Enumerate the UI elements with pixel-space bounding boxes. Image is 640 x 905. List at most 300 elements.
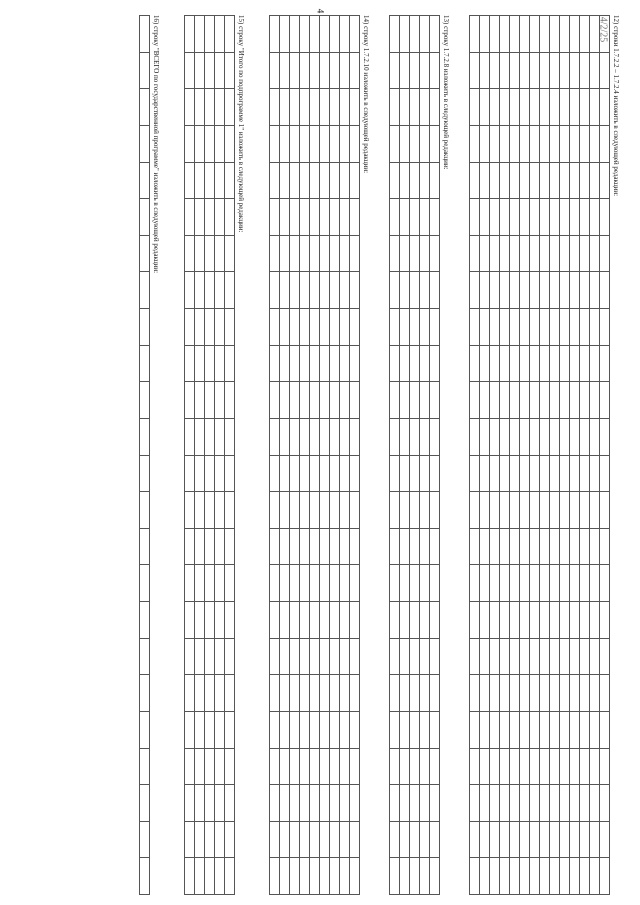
table-cell (320, 528, 330, 565)
table-cell (500, 162, 510, 199)
table-cell (280, 52, 290, 89)
table-cell (290, 492, 300, 529)
table-cell (420, 89, 430, 126)
table-cell (550, 565, 560, 602)
table-cell (480, 638, 490, 675)
table-cell (590, 345, 600, 382)
table-cell (410, 418, 420, 455)
table-cell (480, 309, 490, 346)
table-cell (195, 125, 205, 162)
table-cell (410, 16, 420, 53)
table-cell (400, 785, 410, 822)
table-cell (390, 675, 400, 712)
table-cell (400, 162, 410, 199)
table-cell (470, 528, 480, 565)
table-cell (350, 16, 360, 53)
table-cell (420, 382, 430, 419)
table-cell (290, 16, 300, 53)
table-cell (390, 638, 400, 675)
table-cell (490, 748, 500, 785)
table-cell (225, 89, 235, 126)
table-cell (185, 16, 195, 53)
table-cell (310, 52, 320, 89)
table-cell (430, 785, 440, 822)
table-cell (500, 821, 510, 858)
table-cell (470, 675, 480, 712)
table-cell (290, 748, 300, 785)
table-cell (490, 235, 500, 272)
table-cell (390, 528, 400, 565)
table-cell (530, 748, 540, 785)
table-cell (430, 418, 440, 455)
table-cell (330, 492, 340, 529)
table-cell (340, 565, 350, 602)
table-cell (540, 675, 550, 712)
table-cell (310, 272, 320, 309)
table-cell (140, 858, 150, 895)
table-cell (330, 418, 340, 455)
table-cell (340, 785, 350, 822)
table-cell (140, 382, 150, 419)
table-cell (490, 492, 500, 529)
table-cell (340, 492, 350, 529)
table-cell (330, 125, 340, 162)
table-cell (470, 418, 480, 455)
table-row (480, 16, 490, 895)
table-cell (225, 309, 235, 346)
table-cell (420, 602, 430, 639)
table-cell (215, 455, 225, 492)
table-cell (390, 748, 400, 785)
table-cell (390, 272, 400, 309)
table-cell (500, 89, 510, 126)
table-cell (590, 785, 600, 822)
table-row (300, 16, 310, 895)
table-cell (140, 602, 150, 639)
table-cell (270, 382, 280, 419)
table-cell (400, 748, 410, 785)
table-cell (310, 675, 320, 712)
table-cell (550, 345, 560, 382)
table-cell (225, 492, 235, 529)
table-cell (520, 858, 530, 895)
table-cell (420, 455, 430, 492)
table-cell (350, 52, 360, 89)
table-cell (470, 235, 480, 272)
table-cell (520, 711, 530, 748)
table-cell (290, 602, 300, 639)
table-cell (390, 602, 400, 639)
table-cell (310, 89, 320, 126)
table-cell (520, 199, 530, 236)
table-cell (205, 492, 215, 529)
table-cell (480, 89, 490, 126)
table-cell (340, 345, 350, 382)
table-row (570, 16, 580, 895)
table-cell (310, 162, 320, 199)
table-cell (320, 89, 330, 126)
table-cell (300, 272, 310, 309)
table-cell (410, 528, 420, 565)
table-cell (580, 52, 590, 89)
table-cell (540, 199, 550, 236)
table-cell (470, 565, 480, 602)
table-cell (185, 455, 195, 492)
table-cell (320, 16, 330, 53)
table-cell (470, 89, 480, 126)
table-cell (330, 272, 340, 309)
table-cell (430, 272, 440, 309)
table-cell (280, 492, 290, 529)
table-cell (420, 125, 430, 162)
table-cell (185, 89, 195, 126)
table-cell (280, 272, 290, 309)
table-cell (330, 711, 340, 748)
table-row (400, 16, 410, 895)
table-cell (280, 162, 290, 199)
table-cell (330, 382, 340, 419)
table-cell (550, 89, 560, 126)
table-cell (480, 711, 490, 748)
table-cell (390, 89, 400, 126)
table-cell (215, 711, 225, 748)
table-cell (140, 52, 150, 89)
table-cell (185, 528, 195, 565)
table-cell (340, 235, 350, 272)
table-cell (530, 821, 540, 858)
table-cell (195, 345, 205, 382)
table-cell (540, 565, 550, 602)
section-caption: 15) строку "Итого по подпрограмме 1" изложить в следующей редакции: (237, 15, 245, 233)
table-cell (570, 858, 580, 895)
table-cell (570, 125, 580, 162)
table-cell (480, 785, 490, 822)
table-cell (300, 711, 310, 748)
table-cell (430, 711, 440, 748)
table-cell (195, 711, 205, 748)
table-cell (560, 16, 570, 53)
table-cell (490, 565, 500, 602)
table-cell (500, 602, 510, 639)
table-cell (320, 638, 330, 675)
table-cell (205, 455, 215, 492)
table-cell (590, 125, 600, 162)
table-cell (215, 382, 225, 419)
table-cell (420, 309, 430, 346)
table-cell (330, 858, 340, 895)
table-cell (300, 492, 310, 529)
table-cell (225, 162, 235, 199)
table-cell (410, 382, 420, 419)
table-cell (580, 345, 590, 382)
section-table (184, 15, 235, 895)
table-cell (290, 162, 300, 199)
table-cell (590, 602, 600, 639)
table-cell (510, 821, 520, 858)
table-cell (290, 272, 300, 309)
table-cell (400, 309, 410, 346)
table-cell (480, 235, 490, 272)
table-cell (510, 89, 520, 126)
table-cell (330, 785, 340, 822)
table-cell (470, 602, 480, 639)
table-cell (550, 675, 560, 712)
table-cell (500, 235, 510, 272)
table-cell (290, 858, 300, 895)
table-cell (205, 162, 215, 199)
table-cell (430, 16, 440, 53)
table-cell (390, 16, 400, 53)
table-cell (140, 638, 150, 675)
table-cell (560, 492, 570, 529)
table-cell (530, 492, 540, 529)
table-cell (310, 602, 320, 639)
table-cell (580, 309, 590, 346)
table-row (500, 16, 510, 895)
table-cell (550, 528, 560, 565)
table-cell (185, 492, 195, 529)
table-cell (430, 125, 440, 162)
table-cell (500, 492, 510, 529)
table-cell (205, 821, 215, 858)
table-cell (270, 565, 280, 602)
table-cell (480, 858, 490, 895)
table-cell (320, 785, 330, 822)
table-cell (330, 309, 340, 346)
table-cell (560, 785, 570, 822)
table-cell (520, 638, 530, 675)
table-cell (390, 162, 400, 199)
table-cell (270, 455, 280, 492)
table-cell (530, 675, 540, 712)
table-cell (590, 272, 600, 309)
table-cell (570, 162, 580, 199)
table-cell (270, 492, 280, 529)
table-cell (270, 162, 280, 199)
table-cell (420, 235, 430, 272)
table-cell (140, 199, 150, 236)
table-cell (410, 858, 420, 895)
table-cell (300, 821, 310, 858)
table-cell (205, 638, 215, 675)
page-number: 4 (315, 8, 326, 14)
table-cell (510, 565, 520, 602)
table-cell (400, 602, 410, 639)
table-cell (500, 528, 510, 565)
table-cell (550, 748, 560, 785)
table-cell (350, 455, 360, 492)
table-cell (510, 52, 520, 89)
table-cell (500, 711, 510, 748)
table-cell (270, 125, 280, 162)
table-row (520, 16, 530, 895)
table-cell (205, 16, 215, 53)
table-cell (550, 199, 560, 236)
section-caption: 13) строку 1.7.2.8 изложить в следующей редакции: (442, 15, 450, 170)
table-cell (340, 162, 350, 199)
table-cell (410, 272, 420, 309)
table-cell (215, 162, 225, 199)
table-cell (600, 345, 610, 382)
table-cell (570, 785, 580, 822)
table-cell (420, 272, 430, 309)
table-cell (470, 125, 480, 162)
table-cell (195, 309, 205, 346)
table-cell (320, 418, 330, 455)
table-cell (480, 528, 490, 565)
table-cell (195, 638, 205, 675)
table-cell (470, 858, 480, 895)
table-cell (195, 858, 205, 895)
table-cell (560, 89, 570, 126)
table-cell (560, 235, 570, 272)
table-cell (140, 162, 150, 199)
table-cell (185, 272, 195, 309)
table-cell (490, 89, 500, 126)
table-cell (580, 528, 590, 565)
table-cell (320, 748, 330, 785)
table-cell (340, 858, 350, 895)
table-cell (400, 16, 410, 53)
table-cell (590, 492, 600, 529)
table-cell (400, 125, 410, 162)
table-cell (290, 455, 300, 492)
table-cell (205, 565, 215, 602)
table-cell (300, 748, 310, 785)
table-row (215, 16, 225, 895)
table-cell (520, 235, 530, 272)
table-cell (430, 89, 440, 126)
table-cell (570, 675, 580, 712)
table-cell (580, 638, 590, 675)
table-cell (400, 52, 410, 89)
table-cell (580, 748, 590, 785)
table-cell (400, 89, 410, 126)
table-cell (185, 785, 195, 822)
table-cell (390, 565, 400, 602)
table-cell (140, 418, 150, 455)
table-cell (140, 748, 150, 785)
table-cell (215, 675, 225, 712)
table-row (550, 16, 560, 895)
table-cell (300, 125, 310, 162)
table-cell (480, 418, 490, 455)
table-cell (280, 89, 290, 126)
table-cell (270, 821, 280, 858)
table-cell (530, 89, 540, 126)
table-cell (330, 638, 340, 675)
table-cell (560, 345, 570, 382)
table-cell (560, 125, 570, 162)
table-cell (490, 162, 500, 199)
table-cell (600, 235, 610, 272)
table-cell (600, 125, 610, 162)
table-cell (215, 565, 225, 602)
table-cell (140, 272, 150, 309)
table-cell (510, 309, 520, 346)
table-cell (510, 492, 520, 529)
table-cell (350, 638, 360, 675)
table-cell (580, 199, 590, 236)
table-cell (540, 748, 550, 785)
table-cell (195, 528, 205, 565)
table-cell (420, 199, 430, 236)
table-cell (500, 345, 510, 382)
table-cell (350, 602, 360, 639)
table-cell (280, 235, 290, 272)
table-cell (280, 748, 290, 785)
table-cell (520, 821, 530, 858)
table-cell (390, 52, 400, 89)
table-cell (540, 711, 550, 748)
table-cell (410, 492, 420, 529)
table-cell (300, 602, 310, 639)
table-cell (410, 235, 420, 272)
table-cell (195, 199, 205, 236)
section-12 (469, 15, 620, 895)
table-cell (215, 272, 225, 309)
table-cell (470, 382, 480, 419)
table-cell (570, 235, 580, 272)
table-cell (530, 602, 540, 639)
table-cell (205, 345, 215, 382)
table-cell (400, 235, 410, 272)
table-cell (530, 272, 540, 309)
table-row (540, 16, 550, 895)
table-cell (510, 125, 520, 162)
table-cell (225, 858, 235, 895)
table-cell (590, 418, 600, 455)
table-cell (300, 455, 310, 492)
table-cell (310, 858, 320, 895)
table-cell (310, 309, 320, 346)
table-row (310, 16, 320, 895)
table-cell (500, 199, 510, 236)
table-cell (340, 528, 350, 565)
table-cell (410, 602, 420, 639)
table-cell (470, 52, 480, 89)
table-cell (320, 125, 330, 162)
table-cell (560, 528, 570, 565)
table-cell (290, 52, 300, 89)
table-cell (580, 565, 590, 602)
table-cell (550, 382, 560, 419)
table-cell (310, 528, 320, 565)
table-cell (430, 602, 440, 639)
table-cell (540, 162, 550, 199)
table-cell (540, 455, 550, 492)
table-cell (330, 821, 340, 858)
table-cell (490, 309, 500, 346)
table-cell (280, 418, 290, 455)
table-cell (530, 455, 540, 492)
table-cell (290, 528, 300, 565)
table-cell (520, 602, 530, 639)
table-cell (550, 858, 560, 895)
table-cell (300, 309, 310, 346)
table-cell (300, 858, 310, 895)
table-cell (570, 89, 580, 126)
table-cell (320, 858, 330, 895)
table-cell (185, 309, 195, 346)
section-table (389, 15, 440, 895)
table-cell (410, 309, 420, 346)
table-cell (205, 785, 215, 822)
table-cell (570, 492, 580, 529)
table-cell (580, 785, 590, 822)
table-cell (490, 638, 500, 675)
table-cell (280, 711, 290, 748)
